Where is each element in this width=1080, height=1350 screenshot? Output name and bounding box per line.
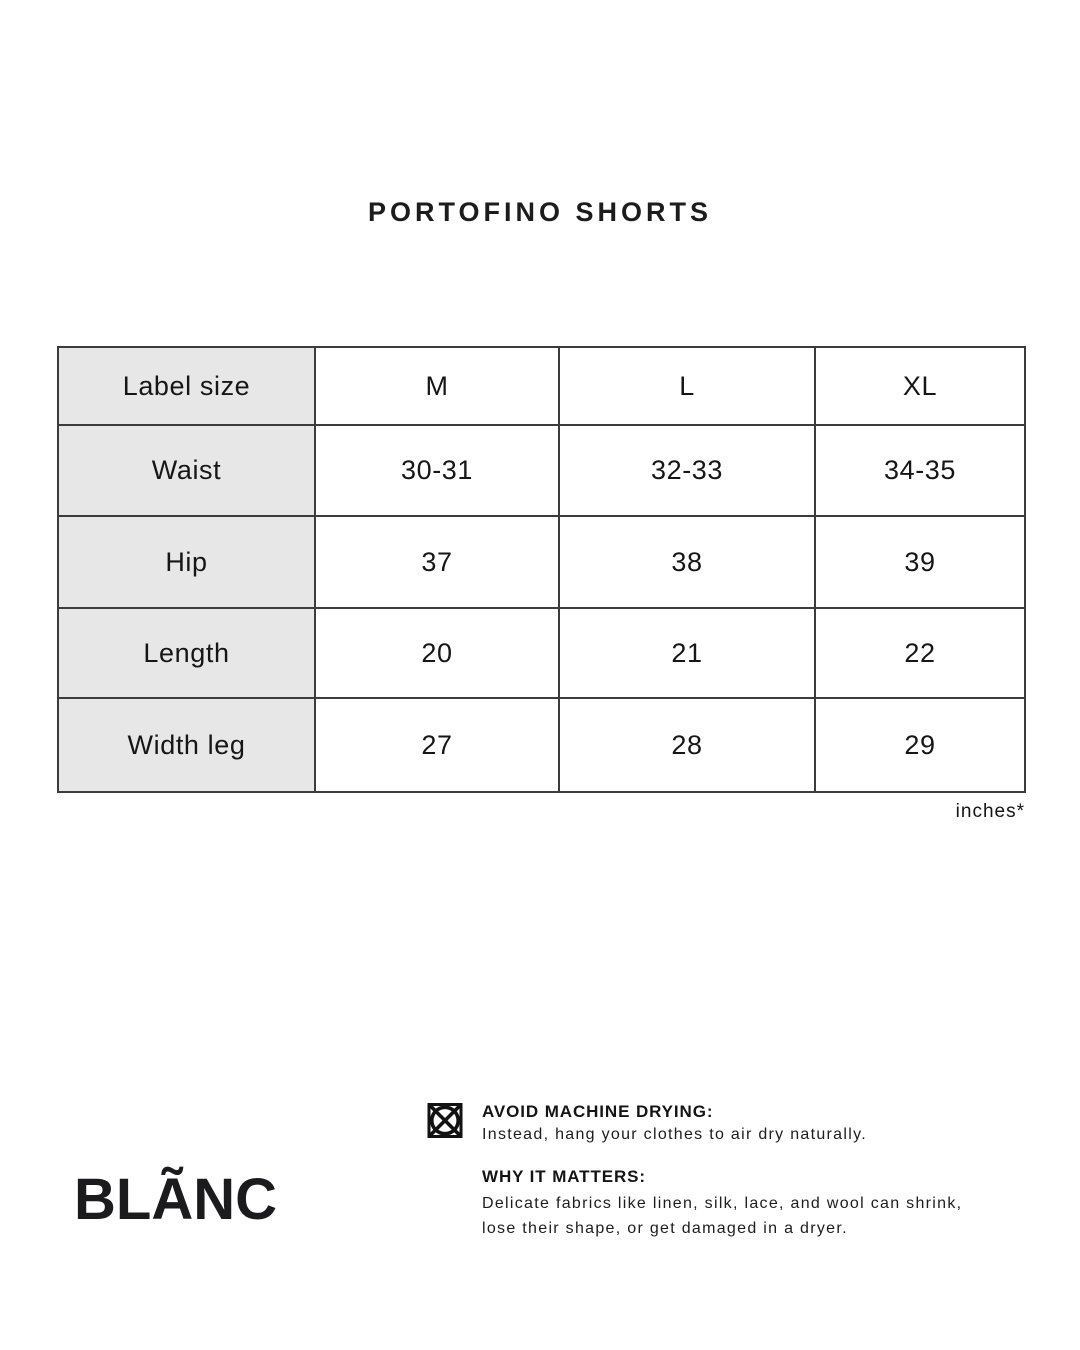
size-value-cell: 39 [815, 516, 1025, 608]
do-not-tumble-dry-icon [427, 1101, 463, 1145]
row-label-cell: Label size [58, 347, 315, 425]
size-value-cell: XL [815, 347, 1025, 425]
size-table [57, 346, 1026, 793]
care-why-line: Delicate fabrics like linen, silk, lace, and wool can shrink, [482, 1195, 963, 1212]
care-avoid-text [482, 1101, 867, 1146]
size-value-cell: 21 [559, 608, 815, 698]
table-row-width-leg [58, 698, 1025, 792]
brand-logo: BLÃNC [74, 1167, 277, 1232]
table-row-length [58, 608, 1025, 698]
row-label-cell: Width leg [58, 698, 315, 792]
row-label-cell: Length [58, 608, 315, 698]
table-row-header [58, 347, 1025, 425]
unit-note: inches* [955, 801, 1025, 822]
size-value-cell: 28 [559, 698, 815, 792]
size-value-cell: 34-35 [815, 425, 1025, 516]
care-why-heading: WHY IT MATTERS: [482, 1167, 646, 1186]
table-row-hip [58, 516, 1025, 608]
size-value-cell: M [315, 347, 559, 425]
size-value-cell: 38 [559, 516, 815, 608]
row-label-cell: Waist [58, 425, 315, 516]
page-title: PORTOFINO SHORTS [367, 197, 713, 227]
care-avoid-heading: AVOID MACHINE DRYING: [482, 1102, 714, 1121]
size-value-cell: L [559, 347, 815, 425]
size-value-cell: 30-31 [315, 425, 559, 516]
care-why-line: lose their shape, or get damaged in a dryer. [482, 1220, 848, 1237]
row-label-cell: Hip [58, 516, 315, 608]
size-value-cell: 20 [315, 608, 559, 698]
care-why-section [482, 1166, 962, 1241]
size-value-cell: 27 [315, 698, 559, 792]
table-row-waist [58, 425, 1025, 516]
care-avoid-section [427, 1101, 867, 1146]
care-avoid-line: Instead, hang your clothes to air dry naturally. [482, 1126, 867, 1143]
size-value-cell: 37 [315, 516, 559, 608]
size-value-cell: 32-33 [559, 425, 815, 516]
size-value-cell: 29 [815, 698, 1025, 792]
size-value-cell: 22 [815, 608, 1025, 698]
